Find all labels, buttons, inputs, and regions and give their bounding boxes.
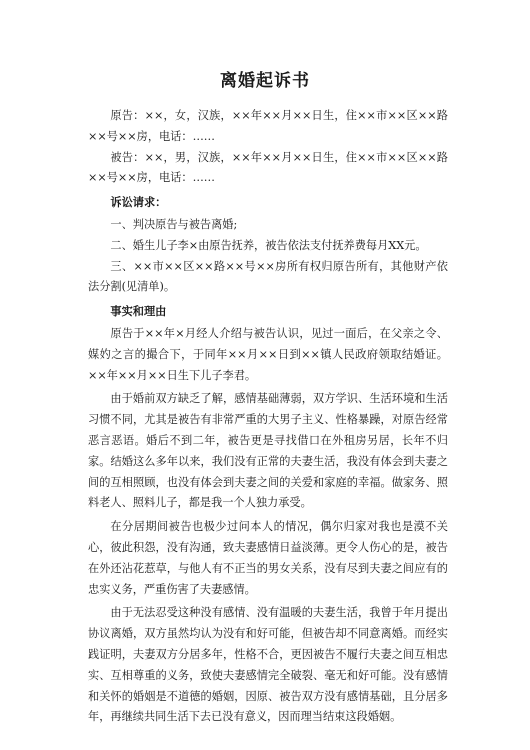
- claim-item: 三、××市××区××路××号××房所有权归原告所有，其他财产依法分割(见清单)。: [88, 259, 448, 294]
- document-title: 离婚起诉书: [220, 71, 310, 91]
- claim-item: 二、婚生儿子李×由原告抚养，被告依法支付抚养费每月XX元。: [110, 238, 427, 252]
- facts-paragraph: 原告于××年×月经人介绍与被告认识，见过一面后，在父亲之令、媒妁之言的撮合下，于同年××月××日到××镇人民政府领取结婚证。××年××月××日生下儿子李君。: [88, 326, 448, 382]
- defendant-info: 被告：××，男，汉族，××年××月××日生，住××市××区××路××号××房，电话：……: [88, 150, 448, 185]
- claims-heading: 诉讼请求：: [110, 195, 167, 210]
- document-body: [88, 106, 448, 728]
- facts-heading: 事实和理由: [110, 304, 167, 319]
- facts-paragraph: 由于婚前双方缺乏了解，感情基础薄弱，双方学识、生活环境和生活习惯不同，尤其是被告有非常严重的大男子主义、性格暴躁，对原告经常恶言恶语。婚后不到二年，被告更是寻找借口在外租房另居，长年不归家。结婚这么多年以来，我们没有正常的夫妻生活，我没有体会到夫妻之间的互相照顾，也没有体会到夫妻之间的关爱和家庭的幸福。做家务、照料老人、照料儿子，都是我一个人独力承受。: [88, 392, 448, 510]
- plaintiff-info: 原告：××，女，汉族，××年××月××日生，住××市××区××路××号××房，电话：……: [88, 109, 448, 143]
- claim-item: 一、判决原告与被告离婚;: [110, 217, 238, 231]
- facts-paragraph: 在分居期间被告也极少过问本人的情况，偶尔归家对我也是漠不关心，彼此积怨，没有沟通，致夫妻感情日益淡薄。更令人伤心的是，被告在外还沾花惹草，与他人有不正当的男女关系，没有尽到夫妻之间应有的忠实义务，严重伤害了夫妻感情。: [88, 520, 448, 596]
- facts-paragraph: 由于无法忍受这种没有感情、没有温暖的夫妻生活，我曾于年月提出协议离婚，双方虽然均认为没有和好可能，但被告却不同意离婚。而经实践证明，夫妻双方分居多年，性格不合，更因被告不履行夫妻之间互相忠实、互相尊重的义务，致使夫妻感情完全破裂、毫无和好可能。没有感情和关怀的婚姻是不道德的婚姻，因原、被告双方没有感情基础，且分居多年，再继续共同生活下去已没有意义，因而理当结束这段婚姻。: [88, 606, 448, 724]
